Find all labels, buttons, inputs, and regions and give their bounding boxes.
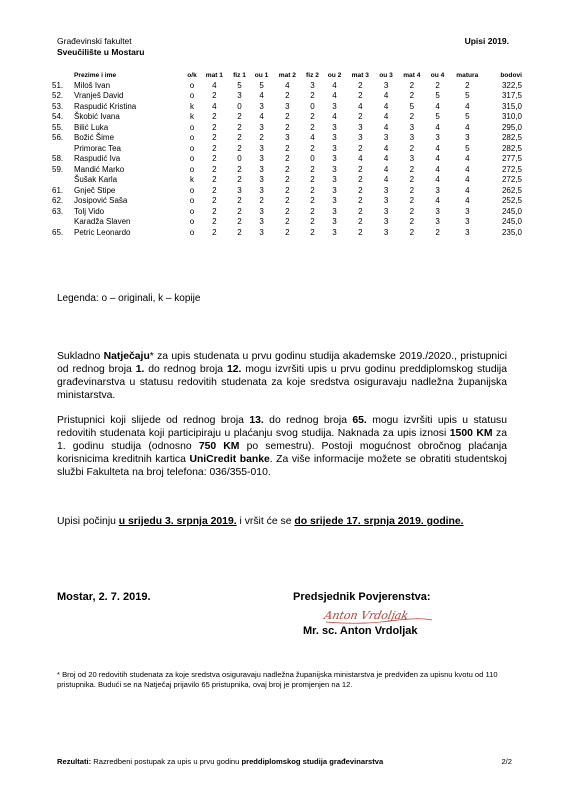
rank-cell [52,175,74,186]
grade-cell: 4 [383,101,389,111]
rank-cell [52,217,74,228]
grade-cell: 4 [212,80,217,90]
grade-cell: k [189,112,194,122]
grade-cell: 3 [332,101,337,111]
score-cell: 272,5 [501,175,522,185]
grade-cell: 4 [465,175,470,185]
grade-cell: 2 [358,227,363,237]
grade-cell: 2 [409,206,415,216]
enrollment-year-title: Upisi 2019. [464,36,509,46]
rank-cell [52,143,74,154]
name-cell: Petric Leonardo [74,227,131,237]
emphasized-text: 1. [135,364,145,375]
table-row [52,164,522,175]
grade-cell: 4 [435,101,440,111]
table-row [52,122,522,133]
grade-cell: 3 [409,133,415,143]
grade-cell: 2 [358,80,363,90]
grade-cell: 4 [358,101,363,111]
grade-cell: 2 [212,175,217,185]
grade-cell: o [189,227,195,237]
name-cell: Vranješ David [74,91,124,101]
document-header [57,36,144,58]
column-header: bodovi [500,71,522,79]
name-cell: Tolj Vido [74,206,105,216]
table-row [52,112,522,123]
grade-cell: 2 [237,217,242,227]
column-header: ou 2 [327,71,342,79]
text-run: Sukladno [57,351,104,362]
column-header-rank [52,70,74,80]
grade-cell: 2 [409,91,415,101]
grade-cell: 2 [259,196,264,206]
grade-cell: 3 [285,101,290,111]
grade-cell: o [189,185,195,195]
text-run: do rednog broja [263,415,353,426]
rank-cell: 61. [52,185,64,195]
score-cell: 245,0 [501,206,522,216]
paragraph-fee-info [57,414,507,479]
name-cell: Gnječ Stipe [74,185,116,195]
table-row [52,101,522,112]
grade-cell: 3 [435,217,440,227]
grade-cell: 4 [435,196,440,206]
grade-cell: o [189,91,195,101]
score-cell: 235,0 [501,227,522,237]
paragraph-quota-info [57,350,507,402]
grade-cell: 4 [465,154,470,164]
grade-cell: 4 [383,112,389,122]
score-cell: 317,5 [501,91,522,101]
grade-cell: 3 [383,185,389,195]
grade-cell: o [189,154,195,164]
grade-cell: 3 [383,80,389,90]
grade-cell: 2 [310,175,315,185]
grade-cell: 2 [285,91,290,101]
table-header-row [52,70,522,80]
column-header: ou 1 [254,71,269,79]
grade-cell: 3 [383,217,389,227]
grade-cell: 3 [465,133,470,143]
grade-cell: 3 [358,122,363,132]
footer-text: Razredbeni postupak za upis u prvu godinu [91,757,242,766]
grade-cell: 2 [285,122,290,132]
grade-cell: 4 [465,122,470,132]
grade-cell: 3 [332,175,337,185]
footer-label: Rezultati: [57,757,92,766]
name-cell: Raspudić Iva [74,154,121,164]
grade-cell: 2 [212,133,217,143]
text-run: za 1. godinu studija (odnosno [57,428,507,452]
grade-cell: 3 [259,227,264,237]
grade-cell: 2 [310,164,315,174]
signatory-title: Predsjednik Povjerenstva: [293,591,431,603]
grade-cell: 3 [259,206,264,216]
score-cell: 295,0 [501,122,522,132]
column-header: mat 1 [205,71,223,79]
grade-cell: 3 [383,227,389,237]
score-cell: 282,5 [501,143,522,153]
grade-cell: 2 [212,227,217,237]
grade-cell: 3 [259,185,264,195]
grade-cell: 2 [358,217,363,227]
score-cell: 315,0 [501,101,522,111]
grade-cell: 5 [435,91,440,101]
grade-cell: 2 [212,143,217,153]
name-cell: Božić Šime [74,133,115,143]
grade-cell: 4 [259,91,264,101]
name-cell: Bilić Luka [74,122,109,132]
grade-cell: 2 [435,80,440,90]
grade-cell: 2 [358,175,363,185]
grade-cell: 2 [358,185,363,195]
results-table [52,70,522,238]
grade-cell: 2 [310,143,315,153]
grade-cell: 2 [409,143,415,153]
grade-cell: 3 [435,185,440,195]
table-row [52,143,522,154]
grade-cell: 3 [259,122,264,132]
table-row [52,185,522,196]
table-row [52,206,522,217]
grade-cell: 2 [358,143,363,153]
table-row [52,217,522,228]
university-name: Sveučilište u Mostaru [57,47,145,57]
grade-cell: 2 [310,227,315,237]
grade-cell: 2 [259,133,264,143]
rank-cell: 53. [52,101,64,111]
grade-cell: 4 [383,143,389,153]
grade-cell: 3 [332,227,337,237]
grade-cell: 4 [465,164,470,174]
table-body [52,80,522,238]
grade-cell: 2 [310,185,315,195]
score-cell: 277,5 [501,154,522,164]
grade-cell: 3 [237,91,242,101]
rank-cell: 58. [52,154,64,164]
table-row [52,154,522,165]
grade-cell: 4 [435,175,440,185]
score-cell: 272,5 [501,164,522,174]
text-run: po semestru). Postoji mogućnost obročnog plaćanja korisnicima kreditnih kartica [57,441,507,465]
text-run: * za upis studenata u prvu godinu studija akademske 2019./2020., pristupnici od rednog broja [57,351,508,375]
grade-cell: 4 [465,185,470,195]
grade-cell: 3 [259,175,264,185]
rank-cell: 59. [52,164,64,174]
name-cell: Mandić Marko [74,164,125,174]
column-header: fiz 1 [233,71,246,79]
footnote: * Broj od 20 redovitih studenata za koje sredstva osiguravaju nadležna županijska ministarstva je predviđen za upisnu kvotu od 110 pristupnika. Budući se na Natječaj prijavilo 65 pristupnika, ovaj broj je promjenjen na 12. [57,670,498,689]
grade-cell: 2 [237,112,242,122]
grade-cell: 3 [409,122,415,132]
grade-cell: 2 [358,196,363,206]
grade-cell: 3 [259,154,264,164]
grade-cell: 2 [212,206,217,216]
rank-cell: 55. [52,122,64,132]
rank-cell: 52. [52,91,64,101]
score-cell: 322,5 [501,80,522,90]
grade-cell: 2 [237,196,242,206]
grade-cell: o [189,133,195,143]
grade-cell: 3 [435,206,440,216]
grade-cell: 4 [383,164,389,174]
grade-cell: 3 [465,227,470,237]
grade-cell: 4 [285,80,290,90]
grade-cell: o [189,164,195,174]
grade-cell: 2 [285,143,290,153]
handwritten-signature [320,604,440,626]
grade-cell: o [189,122,195,132]
column-header: matura [456,71,479,79]
grade-cell: 4 [332,91,337,101]
page-number: 2/2 [501,757,512,766]
emphasized-text: UniCredit banke [189,454,270,465]
grade-cell: 4 [383,154,389,164]
grade-cell: 2 [409,164,415,174]
grade-cell: 2 [237,164,242,174]
grade-cell: 2 [212,196,217,206]
emphasized-text: 12. [226,364,242,375]
grade-cell: 2 [310,112,315,122]
grade-cell: 2 [409,80,415,90]
grade-cell: 4 [358,154,363,164]
grade-cell: 3 [383,133,389,143]
grade-cell: 3 [383,196,389,206]
grade-cell: 3 [259,143,264,153]
grade-cell: 3 [259,217,264,227]
column-header: fiz 2 [306,71,319,79]
name-cell: Primorac Tea [74,143,121,153]
text-run: mogu izvršiti upis u prvu godinu preddiplomskog studija građevinarstva u statusu redovitih studenata za koje sredstva osiguravaju nadležna županijska ministarstva. [57,364,507,401]
name-cell: Karadža Slaven [74,217,131,227]
grade-cell: 3 [409,154,415,164]
name-cell: Škobić Ivana [74,112,120,122]
grade-cell: 4 [465,196,470,206]
grade-cell: 3 [332,122,337,132]
grade-cell: 2 [237,122,242,132]
emphasized-text: 1500 KM [449,428,493,439]
grade-cell: 2 [285,175,290,185]
grade-cell: 2 [237,206,242,216]
grade-cell: o [189,217,195,227]
faculty-name: Građevinski fakultet [57,36,132,46]
signatory-name: Mr. sc. Anton Vrdoljak [303,625,418,637]
emphasized-text: Natječaju [103,351,150,362]
grade-cell: 2 [285,164,290,174]
table-row [52,227,522,238]
grade-cell: 3 [435,133,440,143]
grade-cell: 5 [259,80,264,90]
grade-cell: 2 [212,217,217,227]
emphasized-text: 13. [249,415,264,426]
emphasized-text: do srijede 17. srpnja 2019. godine. [294,516,464,527]
rank-cell: 65. [52,227,64,237]
table-row [52,133,522,144]
grade-cell: k [189,101,194,111]
grade-cell: 2 [358,206,363,216]
grade-cell: 5 [409,101,415,111]
legend: Legenda: o – originali, k – kopije [57,293,201,304]
grade-cell: 3 [259,101,264,111]
document-date: Mostar, 2. 7. 2019. [57,591,151,603]
grade-cell: 2 [358,91,363,101]
name-cell: Miloš Ivan [74,80,111,90]
grade-cell: 4 [383,122,389,132]
grade-cell: 2 [285,227,290,237]
grade-cell: 4 [383,175,389,185]
grade-cell: o [189,143,195,153]
grade-cell: o [189,206,195,216]
grade-cell: 3 [332,143,337,153]
column-header: mat 4 [403,71,421,79]
grade-cell: 2 [409,175,415,185]
score-cell: 245,0 [501,217,522,227]
grade-cell: 2 [212,154,217,164]
column-header: o/k [187,71,197,79]
grade-cell: 3 [285,133,290,143]
table-row [52,91,522,102]
grade-cell: 2 [409,217,415,227]
grade-cell: 3 [237,185,242,195]
grade-cell: 2 [237,227,242,237]
column-header: mat 2 [278,71,296,79]
paragraph-enrollment-dates [57,515,507,528]
grade-cell: o [189,196,195,206]
grade-cell: 2 [285,196,290,206]
grade-cell: 5 [465,91,470,101]
grade-cell: 2 [285,217,290,227]
column-header: Prezime i ime [74,71,117,79]
grade-cell: 3 [465,206,470,216]
grade-cell: 2 [409,185,415,195]
text-run: mogu izvršiti upis u statusu redovitih studenata koji participiraju u plaćanju svog studija. Naknada za upis iznosi [57,415,507,439]
column-header: ou 4 [430,71,445,79]
grade-cell: 5 [465,143,470,153]
grade-cell: 2 [212,185,217,195]
grade-cell: 5 [465,112,470,122]
grade-cell: 2 [310,196,315,206]
grade-cell: k [189,175,194,185]
grade-cell: 0 [237,154,242,164]
grade-cell: 2 [237,133,242,143]
grade-cell: 3 [332,164,337,174]
grade-cell: 4 [332,80,337,90]
grade-cell: 2 [212,112,217,122]
grade-cell: 3 [332,133,337,143]
grade-cell: 3 [358,133,363,143]
grade-cell: 2 [409,112,415,122]
rank-cell: 62. [52,196,64,206]
grade-cell: 4 [435,122,440,132]
grade-cell: 2 [310,206,315,216]
grade-cell: 3 [332,217,337,227]
grade-cell: 2 [285,185,290,195]
grade-cell: 2 [212,91,217,101]
grade-cell: o [189,80,195,90]
name-cell: Raspudić Kristina [74,101,137,111]
rank-cell: 54. [52,112,64,122]
grade-cell: 2 [358,164,363,174]
grade-cell: 2 [409,227,415,237]
grade-cell: 3 [332,196,337,206]
grade-cell: 4 [332,112,337,122]
grade-cell: 4 [383,91,389,101]
grade-cell: 3 [310,80,315,90]
table-row [52,196,522,207]
grade-cell: 3 [332,206,337,216]
grade-cell: 0 [237,101,242,111]
grade-cell: 4 [435,143,440,153]
grade-cell: 2 [285,154,290,164]
grade-cell: 2 [465,80,470,90]
score-cell: 310,0 [501,112,522,122]
score-cell: 252,5 [501,196,522,206]
grade-cell: 2 [310,217,315,227]
column-header: mat 3 [351,71,369,79]
text-run: do rednog broja [144,364,227,375]
grade-cell: 4 [435,154,440,164]
emphasized-text: 65. [352,415,367,426]
grade-cell: 5 [237,80,242,90]
grade-cell: 5 [435,112,440,122]
footer-bold-text: preddiplomskog studija građevinarstva [241,757,384,766]
rank-cell: 56. [52,133,64,143]
grade-cell: 0 [310,154,315,164]
grade-cell: 4 [259,112,264,122]
grade-cell: 4 [465,101,470,111]
text-run: . Za više informacije možete se obratiti studentskoj službi Fakulteta na broj telefona: 036/355-010. [57,454,507,478]
emphasized-text: u srijedu 3. srpnja 2019. [118,516,237,527]
grade-cell: 3 [465,217,470,227]
text-run: i vršit će se [236,516,295,527]
text-run: Pristupnici koji slijede od rednog broja [57,415,250,426]
name-cell: Josipović Saša [74,196,128,206]
grade-cell: 2 [212,164,217,174]
grade-cell: 2 [285,112,290,122]
emphasized-text: 750 KM [198,441,240,452]
text-run: Upisi počinju [57,516,119,527]
grade-cell: 2 [310,122,315,132]
grade-cell: 4 [435,164,440,174]
signature-text: Anton Vrdoljak [323,609,410,622]
score-cell: 262,5 [501,185,522,195]
grade-cell: 2 [435,227,440,237]
name-cell: Šušak Karla [74,175,118,185]
grade-cell: 4 [212,101,217,111]
grade-cell: 2 [237,143,242,153]
rank-cell: 51. [52,80,64,90]
column-header: ou 3 [379,71,393,79]
grade-cell: 2 [409,196,415,206]
page-footer [57,757,512,766]
table-row [52,80,522,91]
grade-cell: 3 [383,206,389,216]
grade-cell: 2 [212,122,217,132]
table-row [52,175,522,186]
grade-cell: 2 [358,112,363,122]
grade-cell: 2 [310,91,315,101]
grade-cell: 0 [310,101,315,111]
grade-cell: 2 [237,175,242,185]
grade-cell: 4 [310,133,315,143]
grade-cell: 2 [285,206,290,216]
grade-cell: 3 [259,164,264,174]
rank-cell: 63. [52,206,64,216]
score-cell: 282,5 [501,133,522,143]
grade-cell: 3 [332,185,337,195]
grade-cell: 3 [332,154,337,164]
